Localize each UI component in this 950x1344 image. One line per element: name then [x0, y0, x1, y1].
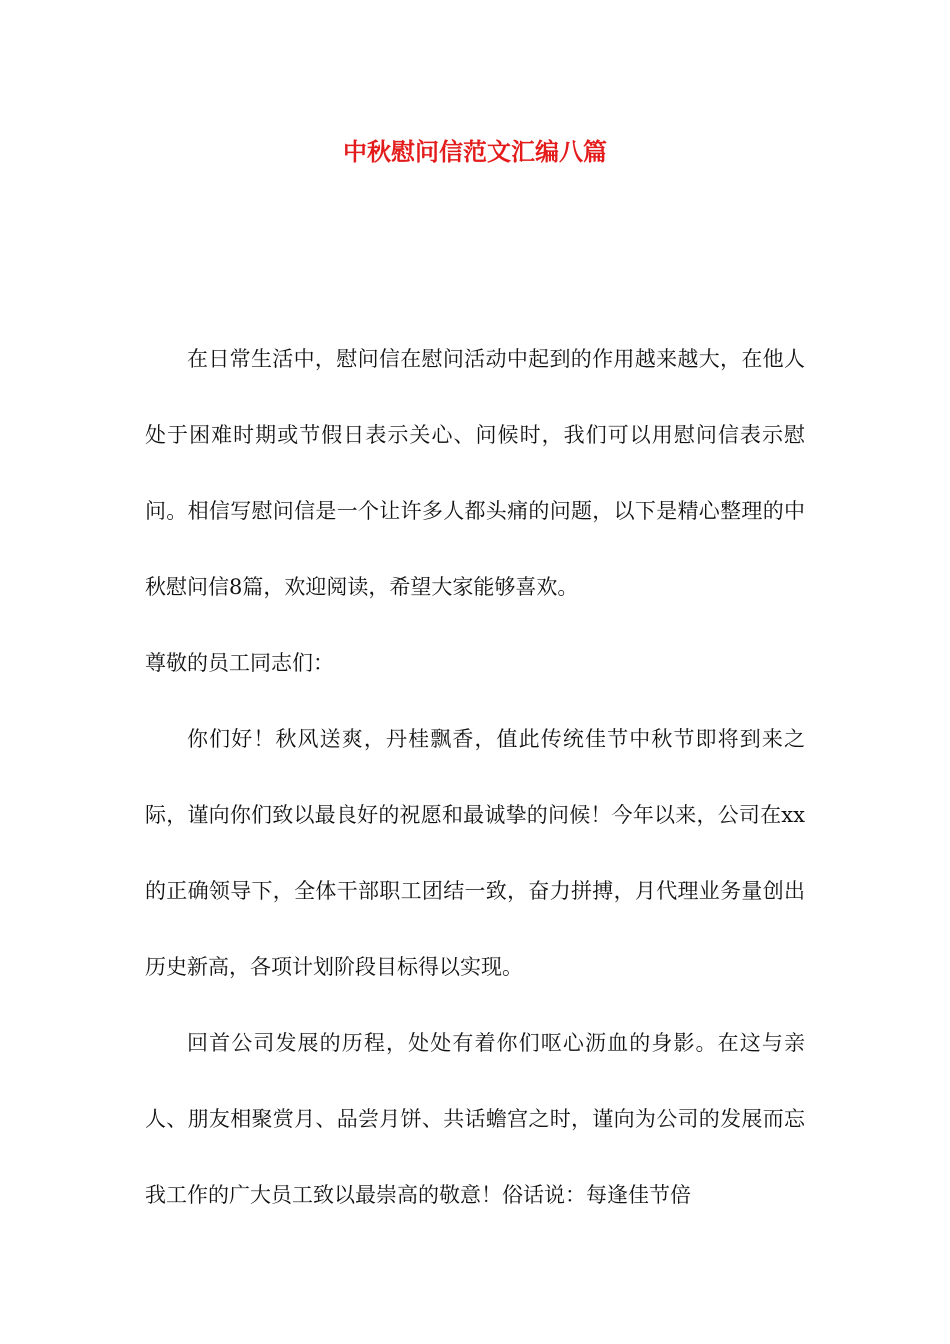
document-body	[145, 321, 805, 1233]
salutation-paragraph: 尊敬的员工同志们：	[145, 651, 334, 675]
document-title: 中秋慰问信范文汇编八篇	[343, 137, 607, 166]
greeting-paragraph: 你们好！秋风送爽，丹桂飘香，值此传统佳节中秋节即将到来之际，谨向你们致以最良好的祝愿和最诚挚的问候！今年以来，公司在xx的正确领导下，全体干部职工团结一致，奋力拼搏，月代理业务量创出历史新高，各项计划阶段目标得以实现。	[145, 727, 805, 979]
intro-paragraph: 在日常生活中，慰问信在慰问活动中起到的作用越来越大，在他人处于困难时期或节假日表示关心、问候时，我们可以用慰问信表示慰问。相信写慰问信是一个让许多人都头痛的问题，以下是精心整理的中秋慰问信8篇，欢迎阅读，希望大家能够喜欢。	[145, 347, 805, 599]
closing-paragraph: 回首公司发展的历程，处处有着你们呕心沥血的身影。在这与亲人、朋友相聚赏月、品尝月饼、共话蟾宫之时，谨向为公司的发展而忘我工作的广大员工致以最崇高的敬意！俗话说：每逢佳节倍	[145, 1031, 805, 1207]
